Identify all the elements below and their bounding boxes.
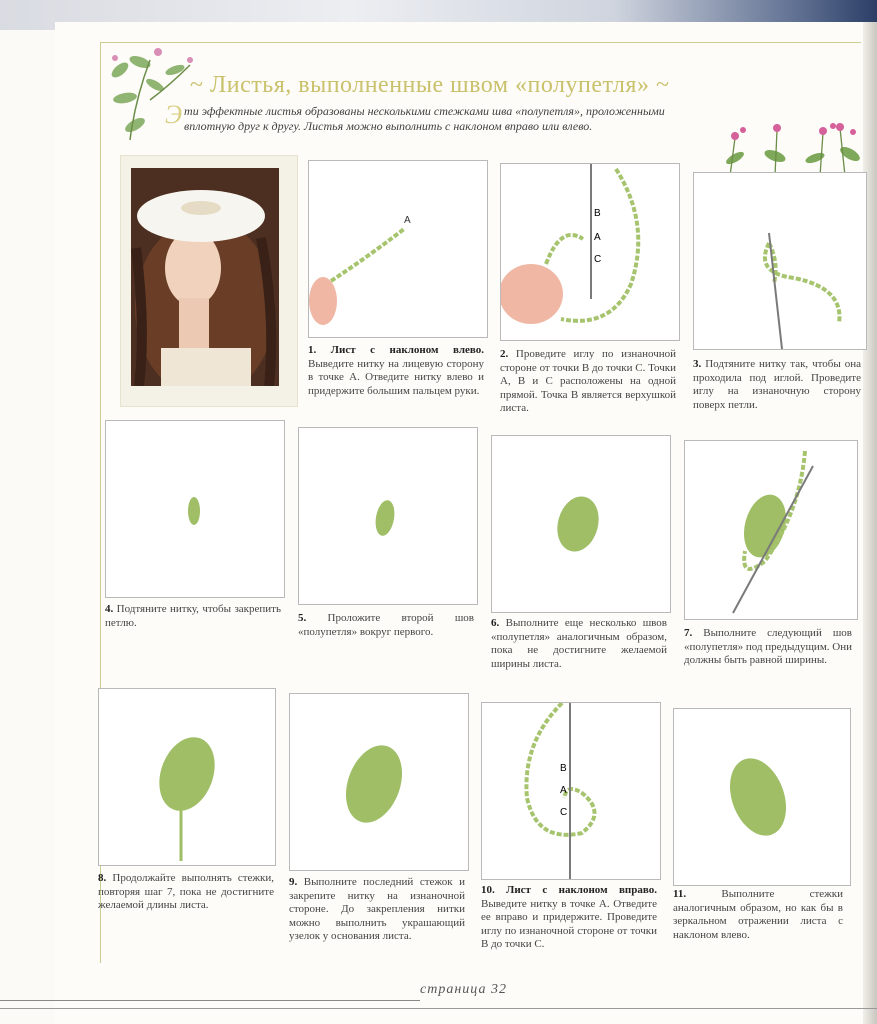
step-11-image	[673, 708, 851, 886]
photo-woman-with-beret	[131, 168, 279, 386]
step-6-text: Выполните еще несколько швов «полупетля» аналогичным образом, пока не достигните желаемой ширины листа.	[491, 617, 667, 670]
intro-paragraph	[165, 100, 705, 134]
step-5-text: Проложите второй шов «полупетля» вокруг первого.	[298, 612, 474, 638]
step-1-bold: Лист с наклоном влево.	[330, 344, 484, 356]
step-9-text: Выполните последний стежок и закрепите нитку на изнаночной стороне. До закрепления нитки можно выполнить украшающий узелок у основания листа.	[289, 876, 465, 942]
step-10-image	[481, 702, 661, 880]
step-7-caption	[684, 627, 852, 668]
step-2-text: Проведите иглу по изнаночной стороне от точки В до точки С. Точки А, В и С расположены на одной прямой. Точка В является верхушкой листа.	[500, 348, 676, 414]
step-8-text: Продолжайте выполнять стежки, повторяя шаг 7, пока не достигните желаемой длины листа.	[98, 872, 274, 911]
step-1-label-a: A	[404, 215, 411, 226]
bottom-rule	[0, 1000, 420, 1001]
step-3-text: Подтяните нитку так, чтобы она проходила под иглой. Проведите иглу на изнаночную сторону поверх петли.	[693, 358, 861, 411]
step-7-image	[684, 440, 858, 620]
intro-text: ти эффектные листья образованы несколькими стежками шва «полупетля», проложенными вплотную друг к другу. Листья можно выполнить с наклоном вправо или влево.	[184, 104, 665, 133]
step-10-label-a: A	[560, 785, 567, 796]
step-5-image	[298, 427, 478, 605]
step-11-text: Выполните стежки аналогичным образом, но как бы в зеркальном отражении листа с наклоном влево.	[673, 888, 843, 941]
step-1-num: 1.	[308, 344, 317, 356]
step-5-caption	[298, 612, 474, 639]
step-8-caption	[98, 872, 274, 913]
step-10-label-b: B	[560, 763, 567, 774]
step-1-caption	[308, 344, 484, 398]
drop-cap: Э	[165, 100, 183, 129]
step-2-label-c: C	[594, 254, 602, 265]
step-7-text: Выполните следующий шов «полупетля» под предыдущим. Они должны быть равной ширины.	[684, 627, 852, 666]
step-2-label-a: A	[594, 232, 601, 243]
step-10-text: Выведите нитку в точке А. Отведите ее вправо и придержите. Проведите иглу по изнаночной стороне от точки В до точки С.	[481, 897, 657, 950]
step-11-caption	[673, 888, 843, 942]
step-1-text: Выведите нитку на лицевую сторону в точке А. Отведите нитку влево и придержите большим пальцем руки.	[308, 357, 484, 397]
step-2-label-b: B	[594, 208, 601, 219]
step-8-image	[98, 688, 276, 866]
step-7-num: 7.	[684, 627, 693, 639]
step-2-image	[500, 163, 680, 341]
step-3-caption	[693, 358, 861, 412]
step-9-num: 9.	[289, 876, 298, 888]
step-10-caption	[481, 884, 657, 952]
step-6-caption	[491, 617, 667, 671]
step-9-caption	[289, 876, 465, 944]
step-4-image	[105, 420, 285, 598]
step-8-num: 8.	[98, 872, 107, 884]
step-10-num: 10.	[481, 884, 495, 896]
page-number: страница 32	[420, 982, 507, 997]
step-3-num: 3.	[693, 358, 702, 370]
step-2-caption	[500, 348, 676, 416]
step-10-bold: Лист с наклоном вправо.	[506, 884, 657, 896]
bottom-rule-2	[0, 1008, 877, 1009]
step-11-num: 11.	[673, 888, 687, 900]
step-4-caption	[105, 603, 281, 630]
page-title: ~ Листья, выполненные швом «полупетля» ~	[190, 72, 670, 98]
step-4-text: Подтяните нитку, чтобы закрепить петлю.	[105, 603, 281, 629]
step-4-num: 4.	[105, 603, 114, 615]
step-2-num: 2.	[500, 348, 509, 360]
step-5-num: 5.	[298, 612, 307, 624]
step-9-image	[289, 693, 469, 871]
flower-decoration-right-icon	[705, 118, 870, 176]
step-10-label-c: C	[560, 807, 568, 818]
step-1-image	[308, 160, 488, 338]
step-6-num: 6.	[491, 617, 500, 629]
step-3-image	[693, 172, 867, 350]
step-6-image	[491, 435, 671, 613]
